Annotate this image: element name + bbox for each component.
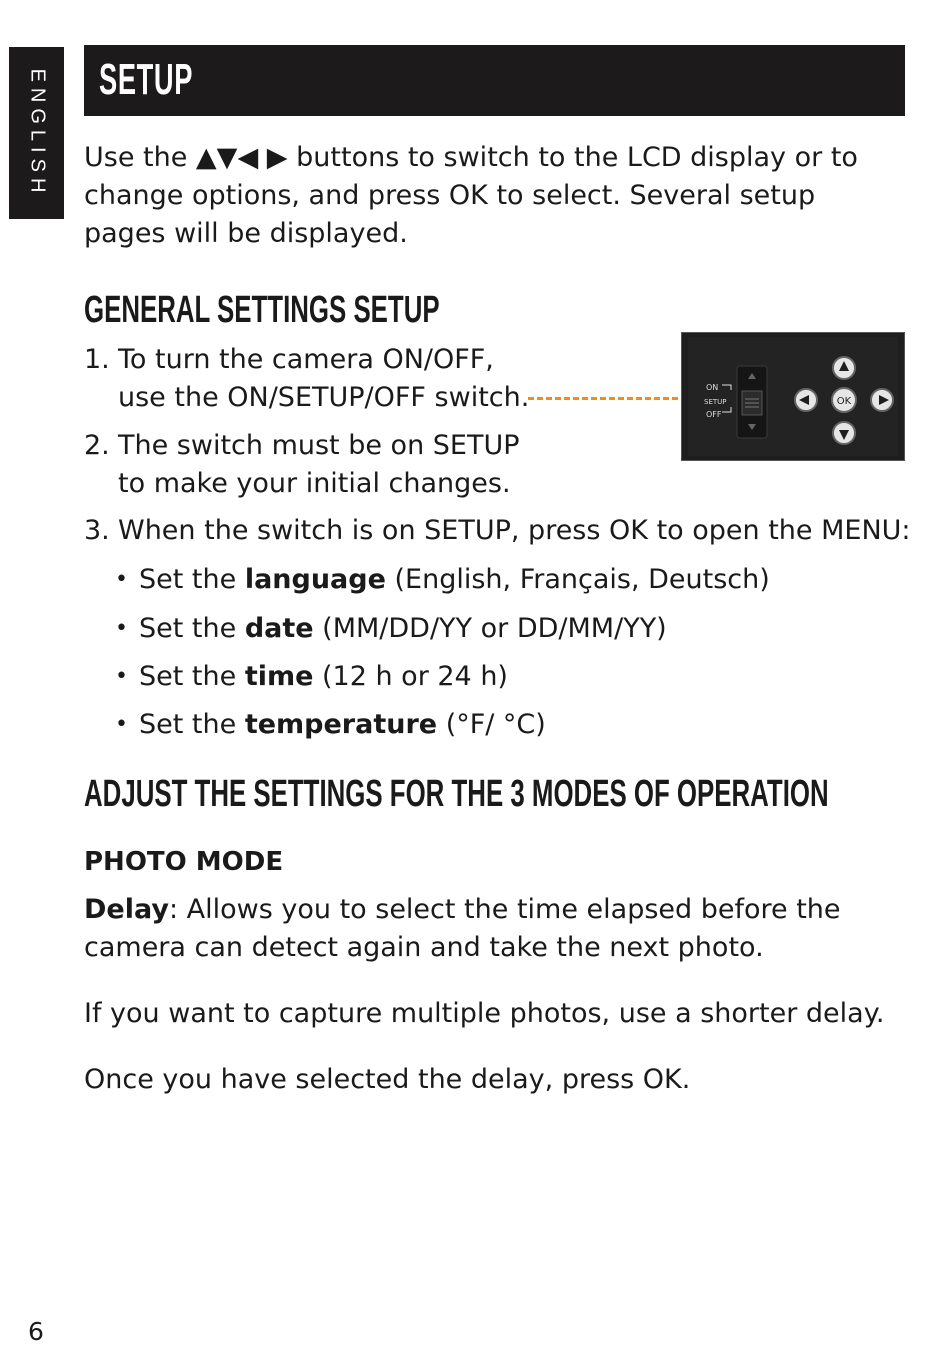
page-number: 6 [28,1317,44,1346]
callout-dashed-line [528,397,696,400]
switch-label-setup: SETUP [704,398,727,406]
bullet-icon: • [115,712,128,737]
bullet-icon: • [115,567,128,592]
confirm-paragraph: Once you have selected the delay, press OK. [84,1064,691,1095]
switch-label-off: OFF [706,410,722,419]
language-tab-label: ENGLISH [26,68,48,198]
bullet-icon: • [115,664,128,689]
switch-label-on: ON [706,383,719,392]
delay-term: Delay [84,894,169,925]
camera-controls-illustration [682,333,904,460]
delay-paragraph: Delay: Allows you to select the time elapsed before the camera can detect again and take the next photo. [84,894,841,963]
title-bar [84,45,905,116]
language-tab [9,47,64,219]
photo-mode-subheading: PHOTO MODE [84,847,284,877]
page-title: SETUP [99,55,194,104]
camera-control-panel-image [681,332,905,461]
modes-heading: ADJUST THE SETTINGS FOR THE 3 MODES OF OPERATION [84,773,829,815]
general-settings-heading: GENERAL SETTINGS SETUP [84,289,440,331]
bullet-icon: • [115,616,128,641]
intro-paragraph: Use the ▲▼◀ ▶ buttons to switch to the LCD display or to change options, and press OK to select. Several setup pages will be displayed. [84,142,858,249]
tip-paragraph: If you want to capture multiple photos, use a shorter delay. [84,998,885,1029]
arrow-keys-icon: ▲▼◀ ▶ [195,142,288,173]
ok-button-label: OK [836,396,852,407]
